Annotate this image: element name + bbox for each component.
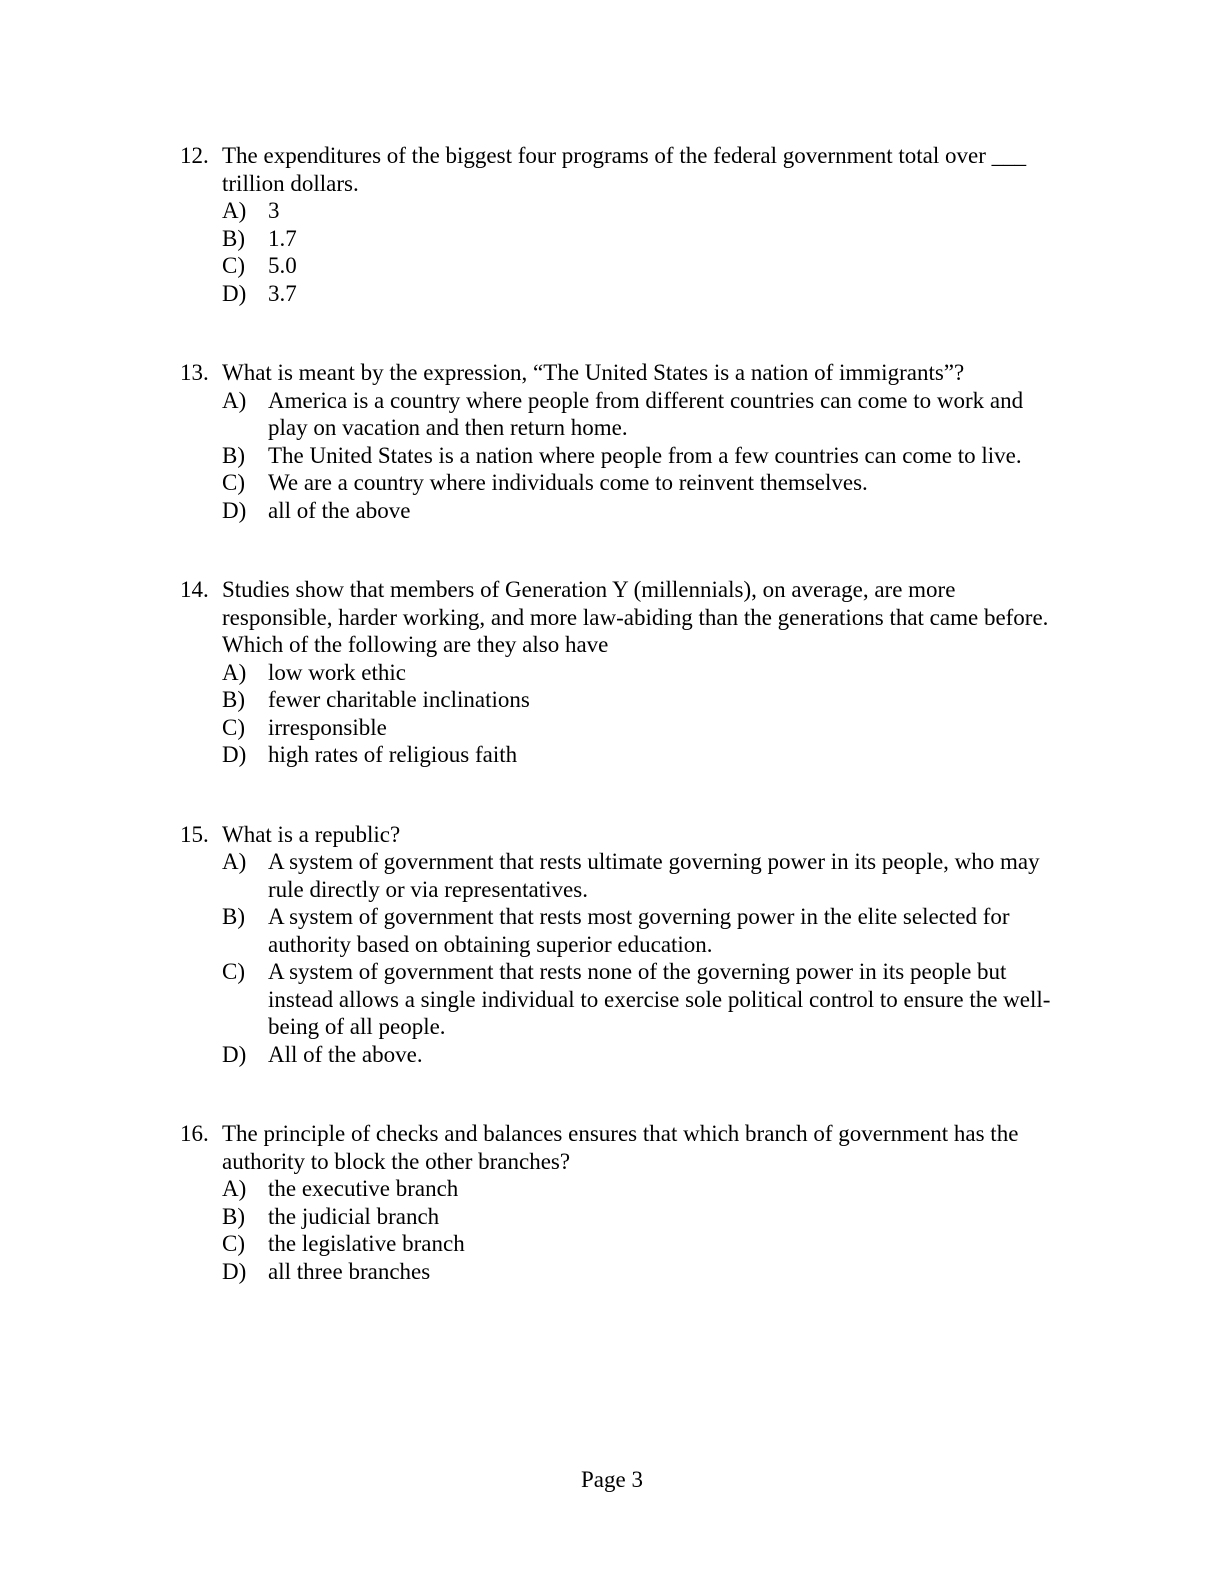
question-text: The expenditures of the biggest four programs of the federal government total over ___ trillion dollars. <box>222 143 1027 196</box>
options-list <box>222 197 1064 307</box>
option-letter: A) <box>222 387 247 413</box>
question-number: 14. <box>180 577 209 602</box>
option-text: A system of government that rests most governing power in the elite selected for authority based on obtaining superior education. <box>268 904 1010 957</box>
option-letter: D) <box>222 497 247 523</box>
option-text: 3.7 <box>268 280 297 306</box>
answer-option <box>222 686 1064 714</box>
answer-option <box>222 1041 1064 1069</box>
question-number: 12. <box>180 143 209 168</box>
option-letter: A) <box>222 849 247 874</box>
question-row <box>180 821 1064 849</box>
option-letter: B) <box>222 904 245 929</box>
question-number: 15. <box>180 821 209 847</box>
answer-option <box>222 714 1064 742</box>
answer-option <box>222 1175 1064 1203</box>
option-text: irresponsible <box>268 714 387 740</box>
option-letter: A) <box>222 659 247 685</box>
question <box>180 1120 1064 1285</box>
question-row <box>180 359 1064 387</box>
option-text: All of the above. <box>268 1041 423 1067</box>
option-text: 3 <box>268 198 280 223</box>
option-text: 5.0 <box>268 253 297 278</box>
answer-option <box>222 1203 1064 1231</box>
answer-option <box>222 1230 1064 1258</box>
question-row <box>180 142 1064 197</box>
option-letter: D) <box>222 1041 247 1067</box>
option-text: America is a country where people from different countries can come to work and play on vacation and then return home. <box>268 387 1024 440</box>
option-letter: B) <box>222 1203 245 1229</box>
question-number: 16. <box>180 1121 209 1146</box>
option-letter: B) <box>222 442 245 468</box>
question <box>180 576 1064 769</box>
option-text: all of the above <box>268 497 411 523</box>
option-letter: C) <box>222 253 245 278</box>
answer-option <box>222 497 1064 525</box>
options-list <box>222 387 1064 525</box>
question-row <box>180 576 1064 659</box>
option-letter: B) <box>222 225 245 251</box>
option-text: fewer charitable inclinations <box>268 687 530 712</box>
question-text: What is meant by the expression, “The United States is a nation of immigrants”? <box>222 360 965 385</box>
option-text: A system of government that rests ultimate governing power in its people, who may rule directly or via representatives. <box>268 849 1040 902</box>
options-list <box>222 659 1064 769</box>
questions-container <box>180 142 1064 1337</box>
option-letter: A) <box>222 1176 247 1201</box>
answer-option <box>222 903 1064 958</box>
answer-option <box>222 442 1064 470</box>
option-text: the executive branch <box>268 1176 459 1201</box>
option-letter: C) <box>222 470 245 495</box>
answer-option <box>222 1258 1064 1286</box>
option-text: the legislative branch <box>268 1231 465 1256</box>
question <box>180 359 1064 524</box>
option-text: the judicial branch <box>268 1203 440 1229</box>
option-letter: D) <box>222 280 247 306</box>
option-text: all three branches <box>268 1258 431 1284</box>
option-text: low work ethic <box>268 659 406 685</box>
question <box>180 142 1064 307</box>
option-letter: B) <box>222 687 245 712</box>
option-letter: C) <box>222 714 245 740</box>
option-text: 1.7 <box>268 225 297 251</box>
answer-option <box>222 741 1064 769</box>
options-list <box>222 1175 1064 1285</box>
answer-option <box>222 280 1064 308</box>
answer-option <box>222 252 1064 280</box>
answer-option <box>222 469 1064 497</box>
option-text: high rates of religious faith <box>268 742 518 767</box>
page-footer: Page 3 <box>581 1467 643 1492</box>
answer-option <box>222 387 1064 442</box>
answer-option <box>222 225 1064 253</box>
answer-option <box>222 958 1064 1041</box>
question-row <box>180 1120 1064 1175</box>
option-letter: C) <box>222 1231 245 1256</box>
option-letter: A) <box>222 198 247 223</box>
question-text: The principle of checks and balances ensures that which branch of government has the authority to block the other branches? <box>222 1121 1019 1174</box>
question <box>180 821 1064 1069</box>
option-letter: D) <box>222 1258 247 1284</box>
option-letter: D) <box>222 742 247 767</box>
question-number: 13. <box>180 360 209 385</box>
answer-option <box>222 197 1064 225</box>
option-text: A system of government that rests none of the governing power in its people but instead allows a single individual to exercise sole political control to ensure the well-being of all people. <box>268 959 1051 1039</box>
option-text: We are a country where individuals come to reinvent themselves. <box>268 470 868 495</box>
option-letter: C) <box>222 959 245 984</box>
options-list <box>222 848 1064 1068</box>
option-text: The United States is a nation where people from a few countries can come to live. <box>268 442 1022 468</box>
answer-option <box>222 848 1064 903</box>
answer-option <box>222 659 1064 687</box>
question-text: What is a republic? <box>222 821 401 847</box>
question-text: Studies show that members of Generation Y (millennials), on average, are more responsible, harder working, and more law-abiding than the generations that came before. Which of the following are they also have <box>222 577 1049 657</box>
